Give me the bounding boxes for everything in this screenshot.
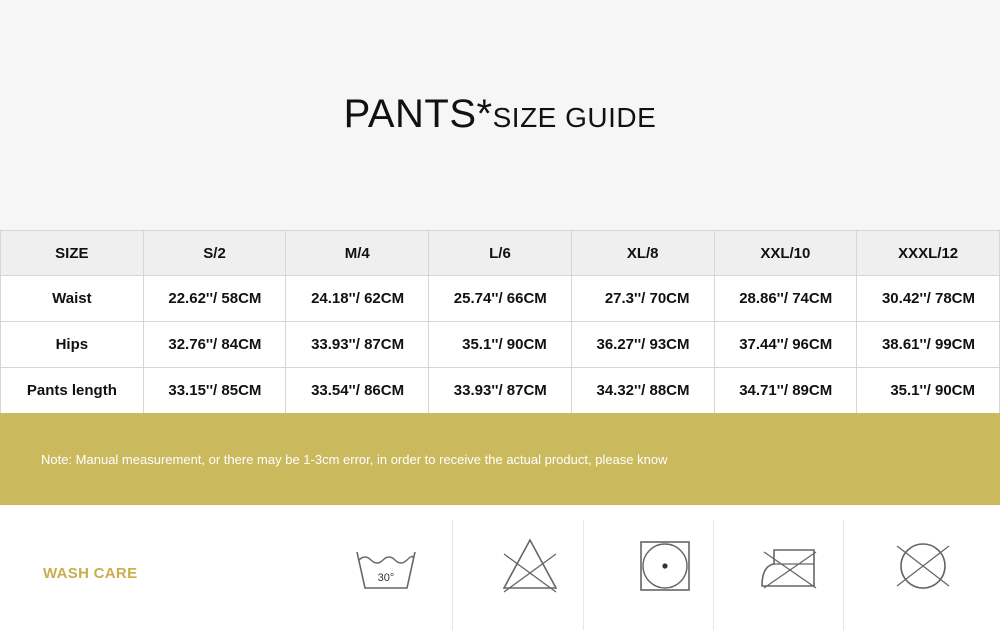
table-cell: 27.3''/ 70CM xyxy=(571,276,714,322)
symbol-divider xyxy=(583,520,584,630)
header-cell: L/6 xyxy=(429,231,572,276)
symbol-divider xyxy=(713,520,714,630)
do-not-bleach-icon xyxy=(465,520,595,635)
table-cell: 32.76''/ 84CM xyxy=(143,322,286,368)
wash-care-label: WASH CARE xyxy=(43,565,138,582)
header-cell: XXXL/12 xyxy=(857,231,1000,276)
table-cell: 33.54''/ 86CM xyxy=(286,368,429,414)
header-cell: SIZE xyxy=(1,231,144,276)
table-cell: 37.44''/ 96CM xyxy=(714,322,857,368)
tumble-dry-icon xyxy=(600,520,730,635)
do-not-dry-clean-icon xyxy=(858,520,988,635)
symbol-divider xyxy=(843,520,844,630)
header-cell: XXL/10 xyxy=(714,231,857,276)
header-cell: XL/8 xyxy=(571,231,714,276)
table-cell: 33.15''/ 85CM xyxy=(143,368,286,414)
table-cell: 38.61''/ 99CM xyxy=(857,322,1000,368)
header-cell: M/4 xyxy=(286,231,429,276)
table-cell: 35.1''/ 90CM xyxy=(429,322,572,368)
page-title xyxy=(0,92,1000,137)
row-label: Hips xyxy=(1,322,144,368)
symbol-divider xyxy=(452,520,453,630)
table-cell: 33.93''/ 87CM xyxy=(429,368,572,414)
header-cell: S/2 xyxy=(143,231,286,276)
size-table xyxy=(0,230,1000,414)
note-text: Note: Manual measurement, or there may be 1-3cm error, in order to receive the actual product, please know xyxy=(41,452,668,467)
table-row xyxy=(1,276,1000,322)
wash-temp-text: 30° xyxy=(377,572,395,584)
title-sub: SIZE GUIDE xyxy=(492,102,657,133)
table-cell: 25.74''/ 66CM xyxy=(429,276,572,322)
row-label: Pants length xyxy=(1,368,144,414)
note-band xyxy=(0,413,1000,505)
table-cell: 30.42''/ 78CM xyxy=(857,276,1000,322)
table-cell: 34.71''/ 89CM xyxy=(714,368,857,414)
table-header-row xyxy=(1,231,1000,276)
table-row xyxy=(1,322,1000,368)
do-not-iron-icon xyxy=(725,520,855,635)
table-cell: 33.93''/ 87CM xyxy=(286,322,429,368)
table-cell: 34.32''/ 88CM xyxy=(571,368,714,414)
title-main: PANTS* xyxy=(343,92,493,136)
table-cell: 22.62''/ 58CM xyxy=(143,276,286,322)
table-cell: 35.1''/ 90CM xyxy=(857,368,1000,414)
wash-30-icon xyxy=(320,520,450,635)
table-cell: 28.86''/ 74CM xyxy=(714,276,857,322)
table-cell: 36.27''/ 93CM xyxy=(571,322,714,368)
table-cell: 24.18''/ 62CM xyxy=(286,276,429,322)
table-row xyxy=(1,368,1000,414)
row-label: Waist xyxy=(1,276,144,322)
